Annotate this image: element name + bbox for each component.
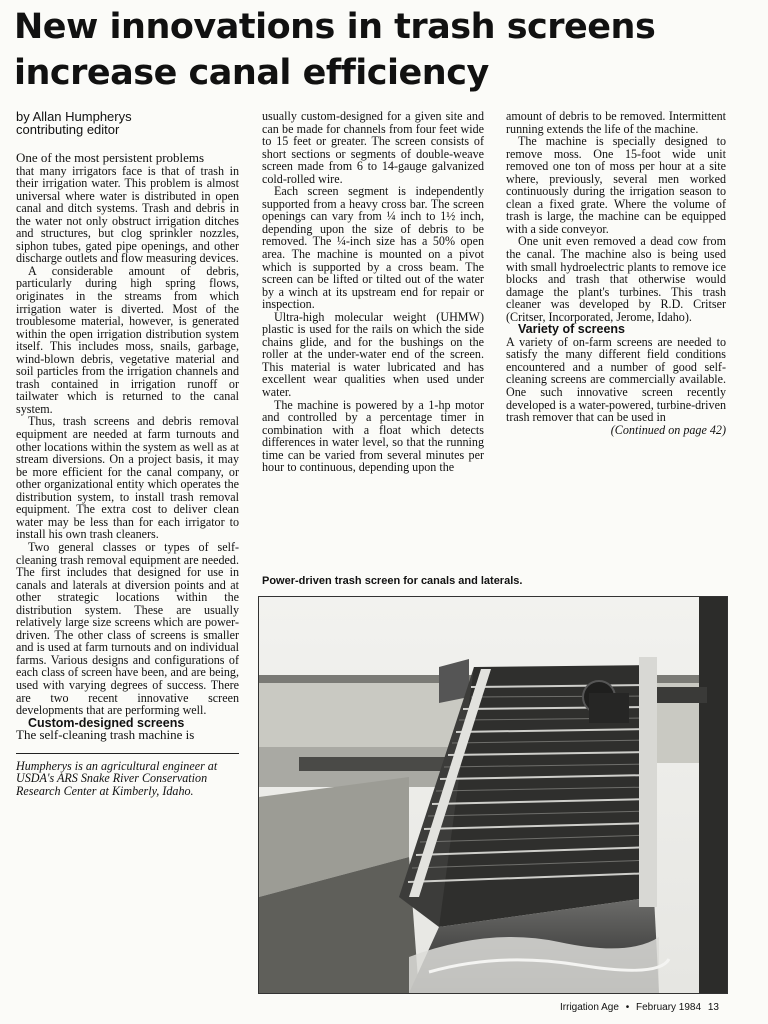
- body-paragraph: A considerable amount of debris, particularly during high spring flows, originates in the streams from which irrigation water is diverted. Most of the troublesome material, however, is generated within the open irrigation distribution system itself. This includes moss, snails, garbage, wind-blown debris, vegetative material and soil particles from the irrigation channels and trash contained in irrigation runoff or tailwater which is returned to the canal system.: [16, 263, 239, 416]
- body-paragraph: Each screen segment is independently supported from a heavy cross bar. The screen openings can vary from ¼ inch to 1½ inch, depending upon the size of debris to be removed. The ¼-inch size has a 50% open area. The machine is mounted on a pivot which is supported by a cross beam. The screen can be lifted or tilted out of the water by a winch at its upstream end for repair or inspection.: [262, 184, 484, 312]
- divider: [16, 753, 239, 754]
- body-paragraph: The machine is powered by a 1-hp motor and controlled by a percentage timer in combination with a float which detects differences in water level, so that the running time can be varied from several minutes per hour to continuous, depending upon the: [262, 397, 484, 475]
- byline: [16, 110, 239, 136]
- article-column-1: [16, 110, 239, 797]
- footer-date: February 1984: [636, 1002, 702, 1013]
- body-paragraph: A variety of on-farm screens are needed to satisfy the many different field conditions encountered and a number of good self-cleaning screens are commercially available. One such innovative screen recently developed is a water-powered, turbine-driven trash remover that can be used in: [506, 334, 726, 425]
- article-title: New innovations in trash screens increase canal efficiency: [14, 7, 656, 93]
- body-paragraph: The self-cleaning trash machine is: [16, 727, 195, 743]
- continued-note: (Continued on page 42): [610, 422, 726, 437]
- body-paragraph: amount of debris to be removed. Intermittent running extends the life of the machine.: [506, 109, 726, 136]
- byline-role: contributing editor: [16, 122, 120, 137]
- page-footer: [560, 1002, 723, 1013]
- lead-sentence-start: One of the most persistent problems: [16, 150, 205, 165]
- subhead-custom-designed: Custom-designed screens: [28, 715, 185, 730]
- body-paragraph: Ultra-high molecular weight (UHMW) plastic is used for the rails on which the side chains glide, and for the bushings on the roller at the under-water end of the screen. This material is water lubricated and has excellent wear qualities when used under water.: [262, 309, 484, 400]
- byline-author: by Allan Humpherys: [16, 109, 132, 124]
- footer-publication: Irrigation Age: [560, 1002, 619, 1013]
- body-paragraph: that many irrigators face is that of trash in their irrigation water. This problem is almost universal where water is distributed in open canal and ditch systems. Trash and debris in the water not only obstruct irrigation ditches and structures, but clog sprinkler nozzles, siphon tubes, gated pipe openings, and other discharge outlets and flow measuring devices.: [16, 163, 239, 266]
- page-number: 13: [707, 1002, 719, 1013]
- author-note: Humpherys is an agricultural engineer at USDA's ARS Snake River Conservation Research Center at Kimberly, Idaho.: [16, 758, 218, 798]
- subhead-variety: Variety of screens: [518, 322, 626, 337]
- article-column-3: [506, 110, 726, 436]
- body-paragraph: The machine is specially designed to remove moss. One 15-foot wide unit removed one ton of moss per hour at a site where, previously, several men worked continuously during the irrigation season to clean a fixed grate. Where the volume of trash is large, the machine can be equipped with a side conveyor.: [506, 134, 726, 236]
- trash-screen-illustration: [259, 597, 727, 993]
- footer-separator: •: [625, 1002, 630, 1013]
- body-paragraph: usually custom-designed for a given site and can be made for channels from four feet wide to 15 feet or greater. The screen consists of short sections or segments of double-weave screen made from 6 to 14-gauge galvanized cold-rolled wire.: [262, 109, 484, 186]
- body-paragraph: One unit even removed a dead cow from the canal. The machine also is being used with small hydroelectric plants to remove ice blocks and trash that otherwise would damage the plant's turbines. This trash cleaner was developed by R.D. Critser (Critser, Incorporated, Jerome, Idaho).: [506, 234, 726, 324]
- article-column-2: [262, 110, 484, 474]
- photo-caption: Power-driven trash screen for canals and laterals.: [262, 575, 523, 587]
- trash-screen-photo: [258, 596, 728, 994]
- body-paragraph: Thus, trash screens and debris removal equipment are needed at farm turnouts and other locations within the system as well as at stream diversions. On a project basis, it may be more efficient for the canal company, or other organizational entity which operates the distribution system, to install trash removal equipment. The extra cost to deliver clean water may be less than for each irrigator to install his own trash cleaners.: [16, 414, 239, 542]
- body-paragraph: Two general classes or types of self-cleaning trash removal equipment are needed. The first includes that designed for use in canals and laterals at diversion points and at other strategic locations within the distribution system. These are usually relatively large size screens which are power-driven. The other class of screens is smaller and is used at farm turnouts and on individual farms. Various designs and configurations of each class of screen have been, and are being, used with varying degrees of success. There are two recent innovative screen developments that are performing well.: [16, 539, 239, 718]
